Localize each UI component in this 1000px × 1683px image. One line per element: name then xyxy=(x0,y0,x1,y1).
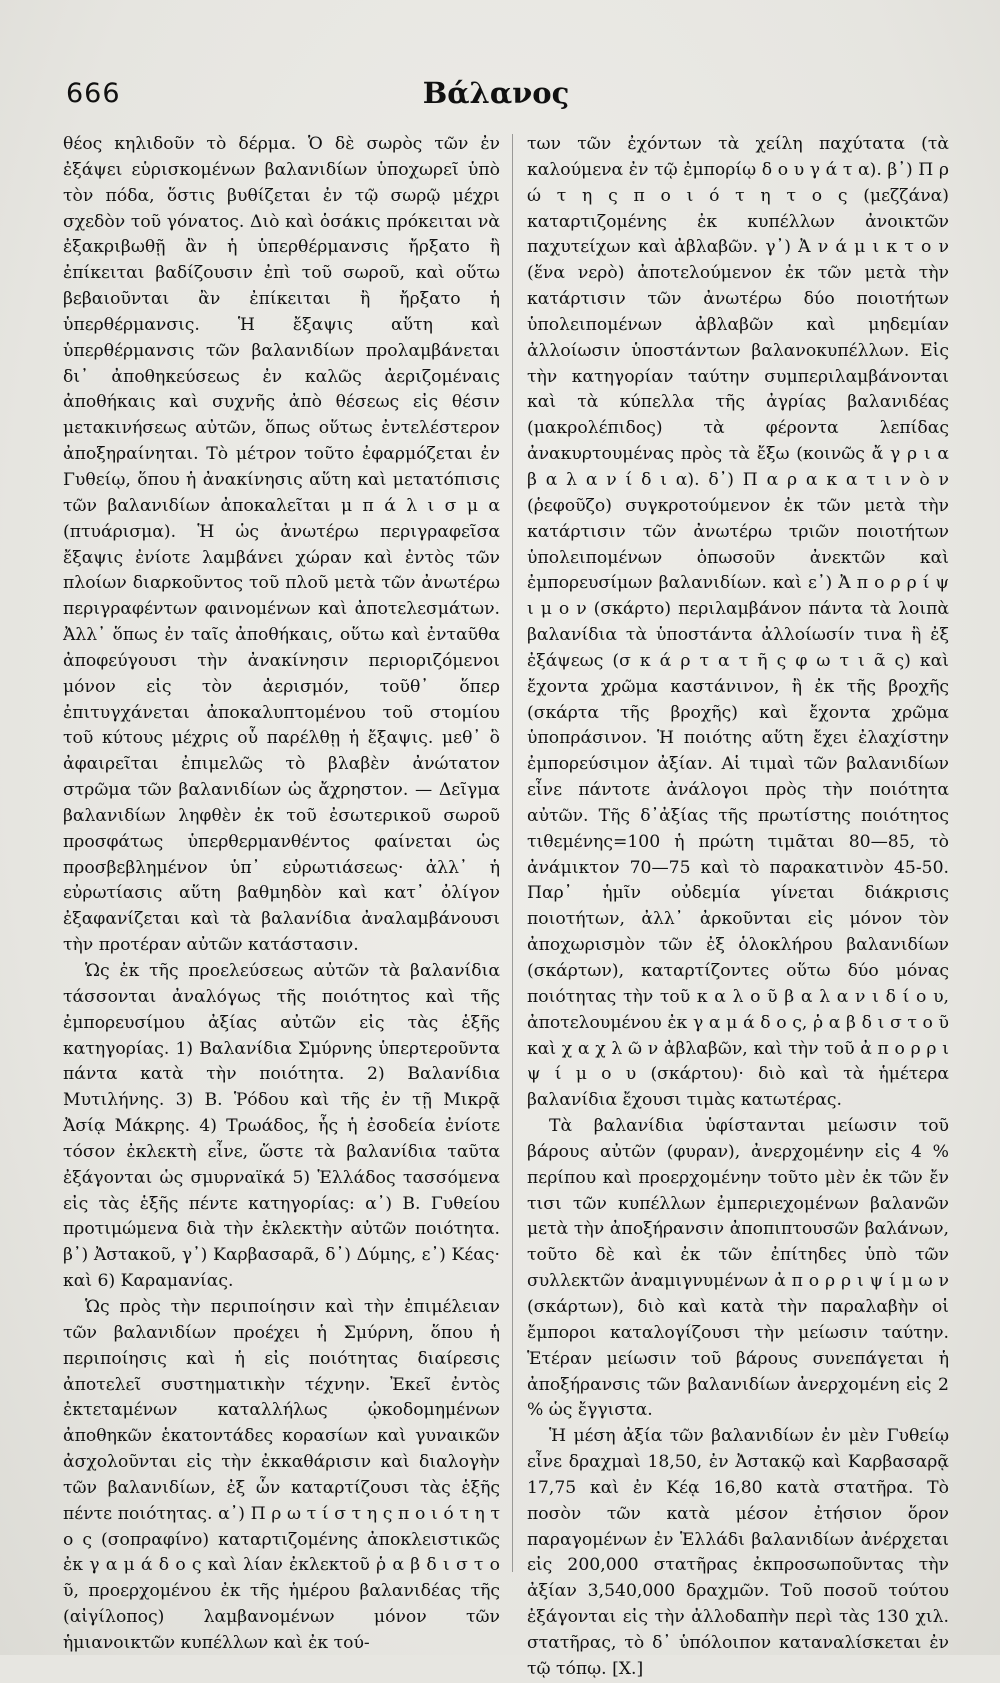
page-number: 666 xyxy=(66,78,121,109)
paragraph: θέος κηλιδοῦν τὸ δέρμα. Ὁ δὲ σωρὸς τῶν ἐν ἐξάψει εὑρισκομένων βαλανιδίων ὑποχωρεῖ ὑπὸ τὸν πόδα, ὅστις βυθίζεται ἐν τῷ σωρῷ μέχρι σχεδὸν τοῦ γόνατος. Διὸ καὶ ὁσάκις πρόκειται νὰ ἐξακριβωθῇ ἂν ἡ ὑπερθέρμανσις ἤρξατο ἢ ἐπίκειται βαδίζουσιν ἐπὶ τοῦ σωροῦ, καὶ οὕτω βεβαιοῦνται ἂν ἐπίκειται ἢ ἤρξατο ἡ ὑπερθέρμανσις. Ἡ ἔξαψις αὕτη καὶ ὑπερθέρμανσις τῶν βαλανιδίων προλαμβάνεται δι᾽ ἀποθηκεύσεως ἐν καλῶς ἀεριζομέναις ἀποθήκαις καὶ συχνῆς ἀπὸ θέσεως εἰς θέσιν μετακινήσεως αὐτῶν, ὅπως οὕτως ἐντελέστερον ἀποξηραίνηται. Τὸ μέτρον τοῦτο ἐφαρμόζεται ἐν Γυθείῳ, ὅπου ἡ ἀνακίνησις αὕτη καὶ μετατόπισις τῶν βαλανιδίων ἀποκαλεῖται μ π ά λ ι σ μ α (πτυάρισμα). Ἡ ὡς ἀνωτέρω περιγραφεῖσα ἔξαψις ἐνίοτε λαμβάνει χώραν καὶ ἐντὸς τῶν πλοίων διαρκοῦντος τοῦ πλοῦ μετὰ τῶν ἀνωτέρω περιγραφέντων φαινομένων καὶ ἀποτελεσμάτων. Ἀλλ᾽ ὅπως ἐν ταῖς ἀποθήκαις, οὕτω καὶ ἐνταῦθα ἀποφεύγουσι τὴν ἀνακίνησιν περιοριζόμενοι μόνον εἰς τὸν ἀερισμόν, τοῦθ᾽ ὅπερ ἐπιτυγχάνεται ἀποκαλυπτομένου τοῦ στομίου τοῦ κύτους μέχρις οὗ παρέλθῃ ἡ ἔξαψις. μεθ᾽ ὃ ἀφαιρεῖται ἐπιμελῶς τὸ βλαβὲν ἀνώτατον στρῶμα τῶν βαλανιδίων ὡς ἄχρηστον. — Δεῖγμα βαλανιδίων ληφθὲν ἐκ τοῦ ἐσωτερικοῦ σωροῦ προσφάτως ὑπερθερμανθέντος φαίνεται ὡς προσβεβλημένον ὑπ᾽ εὐρωτιάσεως· ἀλλ᾽ ἡ εὐρωτίασις αὕτη βαθμηδὸν καὶ κατ᾽ ὀλίγον ἐξαφανίζεται καὶ τὰ βαλανίδια ἀναλαμβάνουσι τὴν προτέραν αὐτῶν κατάστασιν. xyxy=(63,134,500,956)
running-head: Βάλανος xyxy=(422,76,570,110)
column-divider xyxy=(512,134,513,1572)
paragraph: Τὰ βαλανίδια ὑφίστανται μείωσιν τοῦ βάρους αὐτῶν (φυραν), ἀνερχομένην εἰς 4 % περίπου καὶ προερχομένην τοῦτο μὲν ἐκ τῶν ἔν τισι τῶν κυπέλλων ἐμπεριεχομένων βαλανῶν μετὰ τὴν ἀποξήρανσιν ἀποπιπτουσῶν βαλάνων, τοῦτο δὲ καὶ ἐκ τῶν ἐπίτηδες ὑπὸ τῶν συλλεκτῶν ἀναμιγνυμένων ἀ π ο ρ ρ ι ψ ί μ ω ν (σκάρτων), διὸ καὶ κατὰ τὴν παραλαβὴν οἱ ἔμποροι καταλογίζουσι τὴν μείωσιν ταύτην. Ἑτέραν μείωσιν τοῦ βάρους συνεπάγεται ἡ ἀποξήρανσις τῶν βαλανιδίων ἀνερχομένη εἰς 2 % ὡς ἔγγιστα. xyxy=(527,1116,949,1421)
right-column xyxy=(527,132,949,1683)
paragraph: Ὡς πρὸς τὴν περιποίησιν καὶ τὴν ἐπιμέλειαν τῶν βαλανιδίων προέχει ἡ Σμύρνη, ὅπου ἡ περιποίησις καὶ ἡ εἰς ποιότητας διαίρεσις ἀποτελεῖ συστηματικὴν τέχνην. Ἐκεῖ ἐντὸς ἐκτεταμένων καταλλήλως ᾠκοδομημένων ἀποθηκῶν ἑκατοντάδες κορασίων καὶ γυναικῶν ἀσχολοῦνται εἰς τὴν ἐκκαθάρισιν καὶ διαλογὴν τῶν βαλανιδίων, ἐξ ὧν καταρτίζουσι τὰς ἑξῆς πέντε ποιότητας. α᾽) Π ρ ω τ ί σ τ η ς π ο ι ό τ η τ ο ς (σοπραφίνο) καταρτιζομένης ἀποκλειστικῶς ἐκ γ α μ ά δ ο ς καὶ λίαν ἐκλεκτοῦ ῥ α β δ ι σ τ ο ῦ, προερχομένου ἐκ τῆς ἡμέρου βαλανιδέας τῆς (αἰγίλοπος) λαμβανομένων μόνον τῶν ἡμιανοικτῶν κυπέλλων καὶ ἐκ τού- xyxy=(63,1296,500,1653)
paragraph: Ἡ μέση ἀξία τῶν βαλανιδίων ἐν μὲν Γυθείῳ εἶνε δραχμαὶ 18,50, ἐν Ἀστακῷ καὶ Καρβασαρᾷ 17,75 καὶ ἐν Κέᾳ 16,80 κατὰ στατῆρα. Τὸ ποσὸν τῶν κατὰ μέσον ἐτήσιον ὅρον παραγομένων ἐν Ἑλλάδι βαλανιδίων ἀνέρχεται εἰς 200,000 στατῆρας ἐκπροσωποῦντας τὴν ἀξίαν 3,540,000 δραχμῶν. Τοῦ ποσοῦ τούτου ἐξάγονται εἰς τὴν ἀλλοδαπὴν περὶ τὰς 130 χιλ. στατῆρας, τὸ δ᾽ ὑπόλοιπον καταναλίσκεται ἐν τῷ τόπῳ. [Χ.] xyxy=(527,1426,949,1679)
paragraph: Ὡς ἐκ τῆς προελεύσεως αὐτῶν τὰ βαλανίδια τάσσονται ἀναλόγως τῆς ποιότητος καὶ τῆς ἐμπορευσίμου ἀξίας αὐτῶν εἰς τὰς ἑξῆς κατηγορίας. 1) Βαλανίδια Σμύρνης ὑπερτεροῦντα πάντα κατὰ τὴν ποιότητα. 2) Βαλανίδια Μυτιλήνης. 3) Β. Ῥόδου καὶ τῆς ἐν τῇ Μικρᾷ Ἀσίᾳ Μάκρης. 4) Τρωάδος, ἧς ἡ ἐσοδεία ἐνίοτε τόσον ἐκλεκτὴ εἶνε, ὥστε τὰ βαλανίδια ταῦτα ἐξάγονται ὡς σμυρναϊκά 5) Ἑλλάδος τασσόμενα εἰς τὰς ἑξῆς πέντε κατηγορίας: α᾽) Β. Γυθείου προτιμώμενα διὰ τὴν ἐκλεκτὴν αὐτῶν ποιότητα. β᾽) Ἀστακοῦ, γ᾽) Καρβασαρᾶ, δ᾽) Δύμης, ε᾽) Κέας· καὶ 6) Καραμανίας. xyxy=(63,961,500,1292)
page-header xyxy=(62,78,930,118)
left-column xyxy=(63,132,500,1657)
paragraph: των τῶν ἐχόντων τὰ χείλη παχύτατα (τὰ καλούμενα ἐν τῷ ἐμπορίῳ δ ο υ γ ά τ α). β᾽) Π ρ ώ τ η ς π ο ι ό τ η τ ο ς (μεζζάνα) καταρτιζομένης ἐκ κυπέλλων ἀνοικτῶν παχυτείχων καὶ ἀβλαβῶν. γ᾽) Ἀ ν ά μ ι κ τ ο ν (ἕνα νερὸ) ἀποτελούμενον ἐκ τῶν μετὰ τὴν κατάρτισιν τῶν ἀνωτέρω δύο ποιοτήτων ὑπολειπομένων ἀβλαβῶν καὶ μηδεμίαν ἀλλοίωσιν ὑποστάντων βαλανοκυπέλλων. Εἰς τὴν κατηγορίαν ταύτην συμπεριλαμβάνονται καὶ τὰ κύπελλα τῆς ἀγρίας βαλανιδέας (μακρολέπιδος) τὰ φέροντα λεπίδας ἀνακυρτουμένας πρὸς τὰ ἔξω (κοινῶς ἄ γ ρ ι α β α λ α ν ί δ ι α). δ᾽) Π α ρ α κ α τ ι ν ὸ ν (ῥεφοῦζο) συγκροτούμενον ἐκ τῶν μετὰ τὴν κατάρτισιν τῶν ἀνωτέρω τριῶν ποιοτήτων ὑπολειπομένων ὁπωσοῦν ἀνεκτῶν καὶ ἐμπορευσίμων βαλανιδίων. καὶ ε᾽) Ἀ π ο ρ ρ ί ψ ι μ ο ν (σκάρτο) περιλαμβάνον πάντα τὰ λοιπὰ βαλανίδια τὰ ὑποστάντα ἀλλοίωσίν τινα ἢ ἐξ ἐξάψεως (σ κ ά ρ τ α τ ῆ ς φ ω τ ι ᾶ ς) καὶ ἔχοντα χρῶμα καστάνινον, ἢ ἐκ τῆς βροχῆς (σκάρτα τῆς βροχῆς) καὶ ἔχοντα χρῶμα ὑποπράσινον. Ἡ ποιότης αὕτη ἔχει ἐλαχίστην ἐμπορεύσιμον ἀξίαν. Αἱ τιμαὶ τῶν βαλανιδίων εἶνε πάντοτε ἀνάλογοι πρὸς τὴν ποιότητα αὐτῶν. Τῆς δ᾽ἀξίας τῆς πρωτίστης ποιότητος τιθεμένης=100 ἡ πρώτη τιμᾶται 80—85, τὸ ἀνάμικτον 70—75 καὶ τὸ παρακατινὸν 45-50. Παρ᾽ ἡμῖν οὐδεμία γίνεται διάκρισις ποιοτήτων, ἀλλ᾽ ἀρκοῦνται εἰς μόνον τὸν ἀποχωρισμὸν τῶν ἐξ ὁλοκλήρου βαλανιδίων (σκάρτων), καταρτίζοντες οὕτω δύο μόνας ποιότητας τὴν τοῦ κ α λ ο ῦ β α λ α ν ι δ ί ο υ, ἀποτελουμένου ἐκ γ α μ ά δ ο ς, ῥ α β δ ι σ τ ο ῦ καὶ χ α χ λ ῶ ν ἀβλαβῶν, καὶ τὴν τοῦ ἀ π ο ρ ρ ι ψ ί μ ο υ (σκάρτου)· διὸ καὶ τὰ ἡμέτερα βαλανίδια ἔχουσι τιμὰς κατωτέρας. xyxy=(527,134,949,1111)
